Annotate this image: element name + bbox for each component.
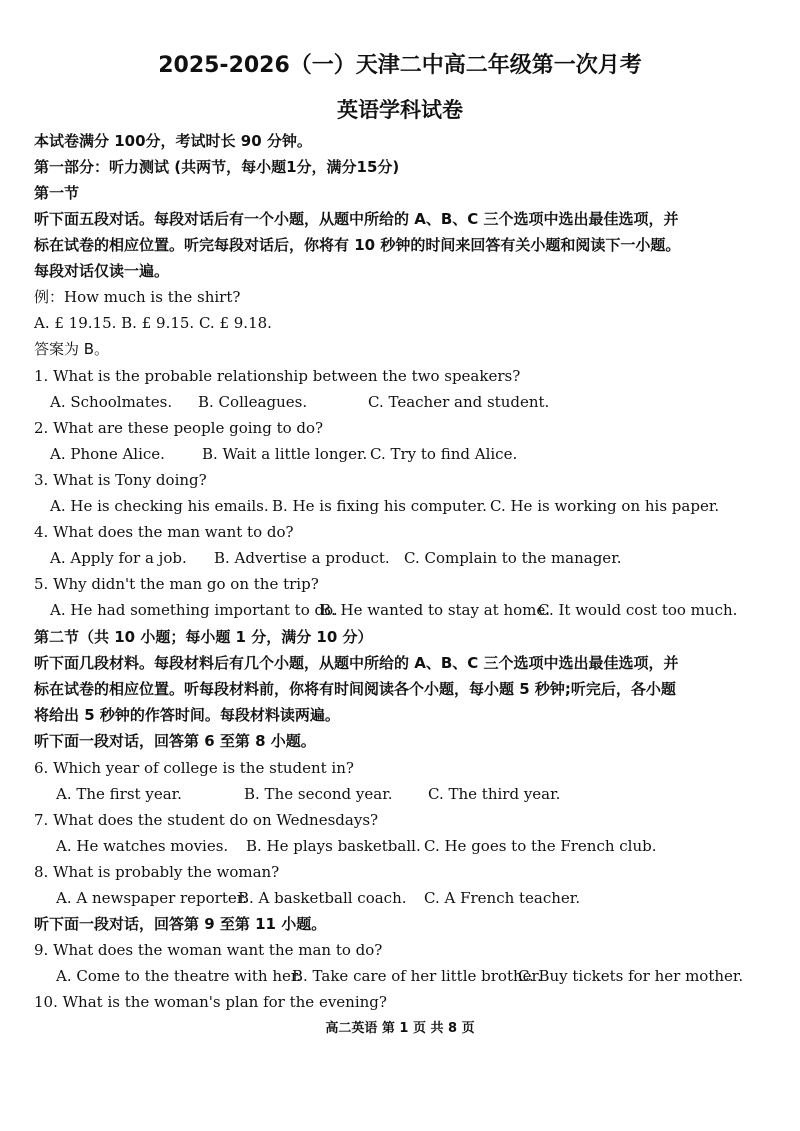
question-4: 4. What does the man want to do? [34, 523, 294, 541]
option-b: B. A basketball coach. [238, 889, 407, 907]
option-a: A. Come to the theatre with her. [56, 967, 302, 985]
option-a: A. Schoolmates. [50, 393, 173, 411]
section1-instructions-line2: 标在试卷的相应位置。听完每段对话后，你将有 10 秒钟的时间来回答有关小题和阅读下一小题。 [34, 236, 681, 254]
option-c: C. The third year. [428, 785, 561, 803]
option-a: A. He is checking his emails. [50, 497, 269, 515]
option-c: C. Teacher and student. [368, 393, 550, 411]
exam-subtitle: 英语学科试卷 [337, 98, 463, 122]
section2-instructions-line1: 听下面几段材料。每段材料后有几个小题，从题中所给的 A、B、C 三个选项中选出最佳选项，并 [34, 654, 679, 672]
exam-title: 2025-2026（一）天津二中高二年级第一次月考 [158, 53, 642, 78]
example-answer: 答案为 B。 [34, 340, 110, 358]
question-9: 9. What does the woman want the man to do? [34, 941, 383, 959]
option-c: C. It would cost too much. [538, 601, 738, 619]
part1-heading: 第一部分：听力测试 (共两节，每小题1分，满分15分) [34, 158, 400, 176]
example-question: 例：How much is the shirt? [34, 288, 241, 306]
page-footer: 高二英语 第 1 页 共 8 页 [325, 1021, 475, 1036]
option-c: C. A French teacher. [424, 889, 581, 907]
option-b: B. Colleagues. [198, 393, 308, 411]
option-b: B. He plays basketball. [246, 837, 421, 855]
option-a: A. The first year. [56, 785, 182, 803]
option-a: A. Phone Alice. [50, 445, 165, 463]
section2-heading: 第二节（共 10 小题；每小题 1 分，满分 10 分） [34, 628, 373, 646]
section2-instructions-line3: 将给出 5 秒钟的作答时间。每段材料读两遍。 [34, 706, 340, 724]
question-8: 8. What is probably the woman? [34, 863, 280, 881]
section1-heading: 第一节 [34, 184, 80, 202]
exam-info: 本试卷满分 100分，考试时长 90 分钟。 [34, 132, 312, 150]
option-b: B. Advertise a product. [214, 549, 390, 567]
group2-instruction: 听下面一段对话，回答第 9 至第 11 小题。 [34, 915, 327, 933]
option-c: C. Try to find Alice. [370, 445, 518, 463]
section1-instructions-line3: 每段对话仅读一遍。 [34, 262, 170, 280]
question-2: 2. What are these people going to do? [34, 419, 324, 437]
section2-instructions-line2: 标在试卷的相应位置。听每段材料前，你将有时间阅读各个小题，每小题 5 秒钟;听完后，各小题 [34, 680, 676, 698]
option-a: A. He watches movies. [56, 837, 229, 855]
option-b: B. He is fixing his computer. [272, 497, 487, 515]
option-b: B. The second year. [244, 785, 393, 803]
option-c: C. He is working on his paper. [490, 497, 720, 515]
group1-instruction: 听下面一段对话，回答第 6 至第 8 小题。 [34, 732, 316, 750]
option-c: C. Complain to the manager. [404, 549, 622, 567]
question-7: 7. What does the student do on Wednesdays? [34, 811, 379, 829]
question-1: 1. What is the probable relationship between the two speakers? [34, 367, 521, 385]
option-a: A. Apply for a job. [50, 549, 187, 567]
option-a: A. He had something important to do. [50, 601, 338, 619]
question-5: 5. Why didn't the man go on the trip? [34, 575, 319, 593]
example-options: A. £ 19.15. B. £ 9.15. C. £ 9.18. [34, 314, 272, 332]
question-10: 10. What is the woman's plan for the evening? [34, 993, 387, 1011]
option-c: C. He goes to the French club. [424, 837, 657, 855]
option-b: B. Wait a little longer. [202, 445, 368, 463]
option-c: C. Buy tickets for her mother. [518, 967, 744, 985]
question-6: 6. Which year of college is the student in? [34, 759, 354, 777]
question-3: 3. What is Tony doing? [34, 471, 207, 489]
option-a: A. A newspaper reporter. [56, 889, 248, 907]
option-b: B. Take care of her little brother. [292, 967, 542, 985]
option-b: B. He wanted to stay at home. [320, 601, 551, 619]
section1-instructions-line1: 听下面五段对话。每段对话后有一个小题，从题中所给的 A、B、C 三个选项中选出最佳选项，并 [34, 210, 679, 228]
